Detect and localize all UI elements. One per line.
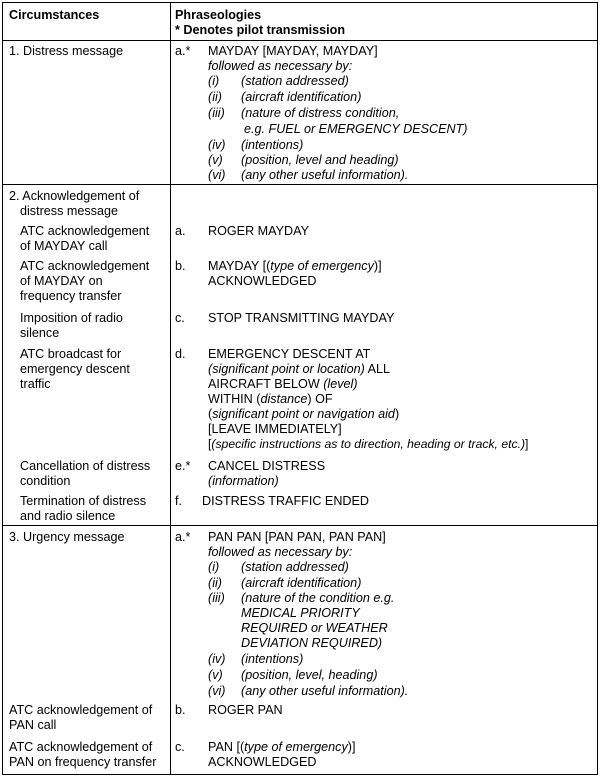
distress-item-num: (ii) <box>208 90 222 104</box>
ack-d-circumstance: traffic <box>20 377 51 391</box>
urgency-letter: a.* <box>175 530 191 544</box>
urgency-b-circumstance: ATC acknowledgement of <box>9 703 153 717</box>
ack-f-letter: f. <box>175 494 182 508</box>
ack-d-phrase: AIRCRAFT BELOW (level) <box>208 377 358 391</box>
distress-item-num: (i) <box>208 74 220 88</box>
distress-mayday: MAYDAY [MAYDAY, MAYDAY] <box>208 44 378 58</box>
urgency-c-circumstance: PAN on frequency transfer <box>9 755 157 769</box>
ack-c-circumstance: silence <box>20 326 60 340</box>
distress-item-text: (intentions) <box>241 138 304 152</box>
distress-item-num: (vi) <box>208 168 226 182</box>
header-pilot-note: * Denotes pilot transmission <box>175 23 346 37</box>
ack-c-circumstance: Imposition of radio <box>20 311 123 325</box>
distress-letter: a.* <box>175 44 191 58</box>
urgency-circumstance: 3. Urgency message <box>9 530 125 544</box>
ack-b-circumstance: ATC acknowledgement <box>20 259 150 273</box>
phraseology-table <box>2 2 598 775</box>
urgency-item-text: (intentions) <box>241 652 304 666</box>
header-circumstances: Circumstances <box>9 8 100 22</box>
urgency-item-num: (iii) <box>208 591 225 605</box>
ack-f-circumstance: and radio silence <box>20 509 116 523</box>
distress-item-text: (aircraft identification) <box>241 90 362 104</box>
ack-b-phrase: ACKNOWLEDGED <box>208 274 317 288</box>
ack-a-circumstance: of MAYDAY call <box>20 239 108 253</box>
urgency-c-letter: c. <box>175 740 185 754</box>
distress-item-num: (iv) <box>208 138 226 152</box>
ack-d-circumstance: emergency descent <box>20 362 130 376</box>
ack-d-circumstance: ATC broadcast for <box>20 347 122 361</box>
distress-item-text: (any other useful information). <box>241 168 409 182</box>
section-divider-2 <box>3 525 597 526</box>
ack-b-circumstance: of MAYDAY on <box>20 274 103 288</box>
urgency-pan: PAN PAN [PAN PAN, PAN PAN] <box>208 530 386 544</box>
urgency-followed: followed as necessary by: <box>208 545 353 559</box>
urgency-item-text: (aircraft identification) <box>241 576 362 590</box>
ack-e-phrase: CANCEL DISTRESS <box>208 459 326 473</box>
ack-b-letter: b. <box>175 259 186 273</box>
distress-followed: followed as necessary by: <box>208 59 353 73</box>
distress-circumstance: 1. Distress message <box>9 44 124 58</box>
ack-d-phrase: EMERGENCY DESCENT AT <box>208 347 371 361</box>
ack-d-phrase: [(specific instructions as to direction, heading or track, etc.)] <box>208 437 529 451</box>
ack-f-circumstance: Termination of distress <box>20 494 146 508</box>
ack-a-circumstance: ATC acknowledgement <box>20 224 150 238</box>
ack-e-phrase: (information) <box>208 474 279 488</box>
distress-item-text: (position, level and heading) <box>241 153 399 167</box>
urgency-item-text: (nature of the condition e.g. <box>241 591 395 605</box>
urgency-b-circumstance: PAN call <box>9 718 57 732</box>
column-divider <box>170 3 171 774</box>
urgency-b-phrase: ROGER PAN <box>208 703 283 717</box>
urgency-item-num: (iv) <box>208 652 226 666</box>
urgency-item-text: (any other useful information). <box>241 684 409 698</box>
ack-e-circumstance: Cancellation of distress <box>20 459 151 473</box>
ack-d-letter: d. <box>175 347 186 361</box>
urgency-item-text: (position, level, heading) <box>241 668 378 682</box>
ack-b-circumstance: frequency transfer <box>20 289 122 303</box>
urgency-c-phrase: ACKNOWLEDGED <box>208 755 317 769</box>
ack-circumstance: 2. Acknowledgement of <box>9 189 140 203</box>
distress-item-text: (station addressed) <box>241 74 349 88</box>
ack-e-circumstance: condition <box>20 474 71 488</box>
distress-item-num: (iii) <box>208 106 225 120</box>
distress-item-text: (nature of distress condition, <box>241 106 400 120</box>
ack-a-phrase: ROGER MAYDAY <box>208 224 309 238</box>
ack-d-phrase: (significant point or navigation aid) <box>208 407 400 421</box>
ack-d-phrase: WITHIN (distance) OF <box>208 392 333 406</box>
ack-e-letter: e.* <box>175 459 191 473</box>
header-divider <box>3 40 597 41</box>
urgency-item-num: (v) <box>208 668 223 682</box>
ack-b-phrase: MAYDAY [(type of emergency)] <box>208 259 382 273</box>
ack-d-phrase: [LEAVE IMMEDIATELY] <box>208 422 342 436</box>
ack-circumstance: distress message <box>20 204 118 218</box>
urgency-c-phrase: PAN [(type of emergency)] <box>208 740 356 754</box>
ack-c-letter: c. <box>175 311 185 325</box>
distress-item-text: e.g. FUEL or EMERGENCY DESCENT) <box>244 122 468 136</box>
urgency-item-num: (ii) <box>208 576 222 590</box>
ack-d-phrase: (significant point or location) ALL <box>208 362 391 376</box>
ack-c-phrase: STOP TRANSMITTING MAYDAY <box>208 311 395 325</box>
urgency-item-text: REQUIRED or WEATHER <box>241 621 388 635</box>
urgency-item-text: MEDICAL PRIORITY <box>241 606 360 620</box>
urgency-b-letter: b. <box>175 703 186 717</box>
distress-item-num: (v) <box>208 153 223 167</box>
header-phraseologies: Phraseologies <box>175 8 262 22</box>
urgency-item-text: (station addressed) <box>241 560 349 574</box>
urgency-item-text: DEVIATION REQUIRED) <box>241 636 383 650</box>
ack-f-phrase: DISTRESS TRAFFIC ENDED <box>202 494 370 508</box>
section-divider-1 <box>3 184 597 185</box>
urgency-c-circumstance: ATC acknowledgement of <box>9 740 153 754</box>
ack-a-letter: a. <box>175 224 186 238</box>
urgency-item-num: (i) <box>208 560 220 574</box>
urgency-item-num: (vi) <box>208 684 226 698</box>
